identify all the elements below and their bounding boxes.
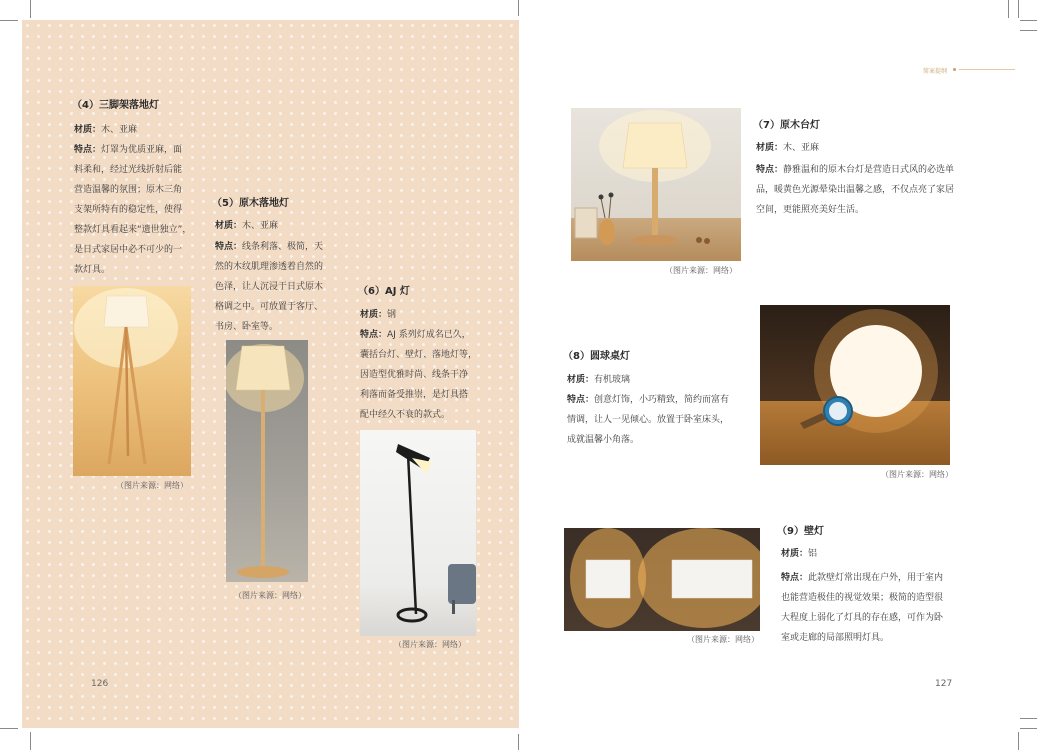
crop-mark (0, 20, 18, 21)
item-material: 材质：铝 (781, 549, 818, 559)
wood-table-lamp-photo (571, 108, 741, 261)
crop-mark (30, 732, 31, 750)
item-heading: （7）原木台灯 (753, 120, 820, 131)
item-material: 材质：木、亚麻 (756, 143, 820, 153)
item-features: 特点：线条利落、极简，天 然的木纹肌理渗透着自然的 色泽，让人沉浸于日式原木 格调之中。可放置于客厅、 书房、卧室等。 (215, 242, 324, 332)
crop-mark (30, 0, 31, 18)
item-features: 特点：静雅温和的原木台灯是营造日式风的必选单 品，暖黄色光源晕染出温馨之感，不仅点亮了家居 空间，更能照亮美好生活。 (756, 165, 955, 215)
section-tag: 简案提纲 (923, 68, 948, 75)
image-caption: （图片来源：网络） (665, 266, 737, 275)
item-heading: （4）三脚架落地灯 (72, 100, 159, 111)
item-material: 材质：有机玻璃 (567, 375, 631, 385)
left-page (22, 20, 519, 728)
crop-mark (518, 734, 519, 750)
page-number: 126 (91, 679, 109, 689)
image-caption: （图片来源：网络） (394, 640, 466, 649)
item-material: 材质：木、亚麻 (215, 221, 279, 231)
header-dot (953, 68, 956, 71)
item-heading: （6）AJ 灯 (358, 286, 410, 297)
crop-mark (1020, 728, 1037, 729)
page-number: 127 (935, 679, 953, 689)
image-caption: （图片来源：网络） (234, 591, 306, 600)
image-caption: （图片来源：网络） (687, 635, 759, 644)
item-heading: （5）原木落地灯 (212, 198, 289, 209)
item-material: 材质：钢 (360, 310, 397, 320)
crop-mark (0, 728, 18, 729)
crop-mark (1018, 732, 1019, 750)
item-features: 特点：创意灯饰，小巧精致，简约而富有 情调，让人一见倾心。放置于卧室床头， 成就温馨小角落。 (567, 395, 730, 445)
crop-mark (1008, 0, 1009, 18)
tripod-floor-lamp-photo (73, 286, 191, 476)
crop-mark (1020, 718, 1037, 719)
crop-mark (1020, 30, 1037, 31)
item-features: 特点：AJ 系列灯成名已久， 囊括台灯、壁灯、落地灯等， 因造型优雅时尚、线条干净 利落而备受推崇，是灯具搭 配中经久不衰的款式。 (360, 330, 478, 420)
crop-mark (1018, 0, 1019, 18)
aj-lamp-photo (360, 430, 476, 636)
item-material: 材质：木、亚麻 (74, 125, 138, 135)
right-page (519, 20, 1019, 728)
item-heading: （9）壁灯 (777, 526, 824, 537)
globe-table-lamp-photo (760, 305, 950, 465)
header-rule (959, 69, 1015, 70)
crop-mark (1020, 20, 1037, 21)
image-caption: （图片来源：网络） (116, 481, 188, 490)
wall-lamp-photo (564, 528, 760, 631)
item-features: 特点：此款壁灯常出现在户外，用于室内 也能营造极佳的视觉效果；极简的造型很 大程度上弱化了灯具的存在感，可作为卧 室或走廊的局部照明灯具。 (781, 573, 944, 643)
item-features: 特点：灯罩为优质亚麻，面 料柔和，经过光线折射后能 营造温馨的氛围；原木三角 支架所特有的稳定性，使得 整款灯具看起来“遗世独立”， 是日式家居中必不可少的一 款灯具。 (74, 145, 192, 275)
item-heading: （8）圆球桌灯 (563, 351, 630, 362)
wood-floor-lamp-photo (226, 340, 308, 582)
crop-mark (518, 0, 519, 16)
image-caption: （图片来源：网络） (881, 470, 953, 479)
